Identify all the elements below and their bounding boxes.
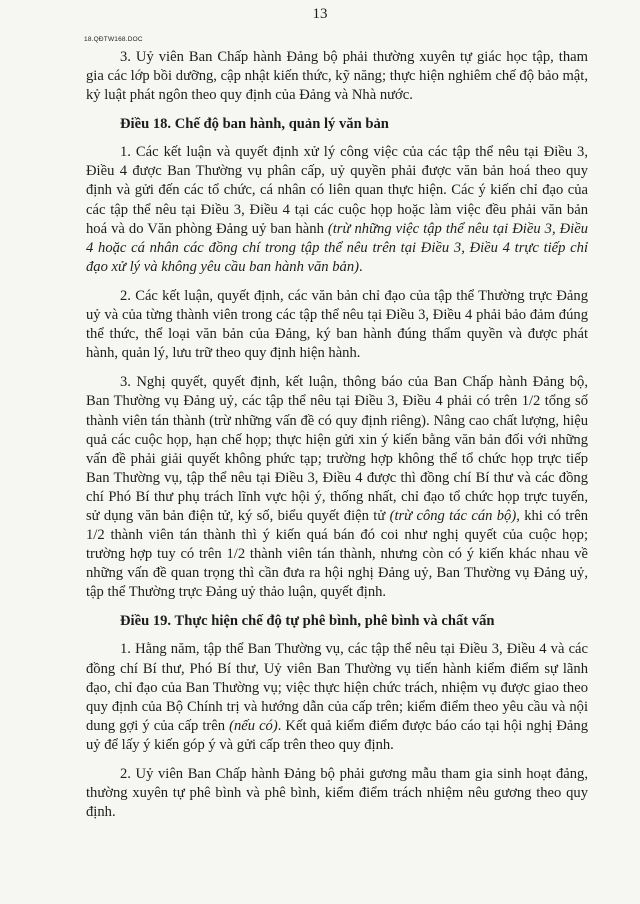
article-18-clause-1 [86, 143, 588, 277]
italic-span: (nếu có) [229, 717, 278, 734]
page-number: 13 [312, 6, 328, 22]
italic-span: (trừ những việc tập thể nêu tại Điều 3, Điều 4 hoặc cá nhân các đồng chí trong tập thể nêu trên tại Điều 3, Điều 4 trực tiếp chỉ đạo xử lý và không yêu cầu ban hành văn bản) [86, 220, 588, 275]
document-body [86, 48, 588, 832]
article-19-clause-1 [86, 640, 588, 755]
article-18-title: Điều 18. Chế độ ban hành, quản lý văn bản [120, 116, 389, 133]
text-span: . Kết quả kiểm điểm được báo cáo tại hội nghị Đảng uỷ để lấy ý kiến góp ý và gửi cấp trên theo quy định. [86, 717, 588, 753]
text-span: , khi có trên 1/2 thành viên tán thành thì ý kiến quá bán đó coi như nghị quyết của cuộc họp; trường hợp tuy có trên 1/2 thành viên tán thành, nhưng còn có ý kiến khác nhau về những vấn đề quan trọng thì cần đưa ra hội nghị Đảng uỷ, Ban Thường vụ Đảng uỷ, tập thể Thường trực Đảng uỷ thảo luận, quyết định. [86, 507, 588, 601]
article-19-clause-2: 2. Uỷ viên Ban Chấp hành Đảng bộ phải gương mẫu tham gia sinh hoạt đảng, thường xuyên tự phê bình và phê bình, kiểm điểm trách nhiệm nêu gương theo quy định. [86, 766, 588, 821]
text-span: . [359, 258, 363, 275]
paragraph-3-training: 3. Uỷ viên Ban Chấp hành Đảng bộ phải thường xuyên tự giác học tập, tham gia các lớp bồi dưỡng, cập nhật kiến thức, kỹ năng; thực hiện nghiêm chế độ bảo mật, kỷ luật phát ngôn theo quy định của Đảng và Nhà nước. [86, 49, 588, 104]
article-18-clause-3 [86, 373, 588, 602]
text-span: 1. Hằng năm, tập thể Ban Thường vụ, các tập thể nêu tại Điều 3, Điều 4 và các đồng chí Bí thư, Phó Bí thư, Uỷ viên Ban Thường vụ tiến hành kiểm điểm sự lãnh đạo, chỉ đạo của Ban Thường vụ; việc thực hiện chức trách, nhiệm vụ được giao theo quy định của Bộ Chính trị và hướng dẫn của cấp trên; kiểm điểm theo yêu cầu và nội dung gợi ý của cấp trên [86, 641, 588, 734]
file-reference: 18.QĐTW168.DOC [84, 36, 143, 43]
article-19-title: Điều 19. Thực hiện chế độ tự phê bình, phê bình và chất vấn [120, 613, 495, 630]
text-span: 1. Các kết luận và quyết định xử lý công việc của các tập thể nêu tại Điều 3, Điều 4 được Ban Thường vụ phân cấp, uỷ quyền phải được văn bản hoá theo quy định và gửi đến các tổ chức, cá nhân có liên quan thực hiện. Các ý kiến chỉ đạo của các tập thể nêu tại Điều 3, Điều 4 tại các cuộc họp hoặc làm việc đều phải văn bản hoá và do Văn phòng Đảng uỷ ban hành [86, 144, 588, 237]
italic-span: (trừ công tác cán bộ) [389, 507, 517, 524]
text-span: 3. Nghị quyết, quyết định, kết luận, thông báo của Ban Chấp hành Đảng bộ, Ban Thường vụ Đảng uỷ, các tập thể nêu tại Điều 3, Điều 4 phải có trên 1/2 tổng số thành viên tán thành (trừ những vấn đề có quy định riêng). Nâng cao chất lượng, hiệu quả các cuộc họp, hạn chế họp; thực hiện gửi xin ý kiến bằng văn bản đối với những vấn đề phải giải quyết không phức tạp; trường hợp không thể tổ chức họp trực tiếp Ban Thường vụ, tập thể nêu tại Điều 3, Điều 4 được thì đồng chí Bí thư và các đồng chí Phó Bí thư phụ trách lĩnh vực hội ý, thống nhất, chỉ đạo tổ chức họp trực tuyến, sử dụng văn bản điện tử, ký số, biểu quyết điện tử [86, 374, 588, 524]
article-18-clause-2: 2. Các kết luận, quyết định, các văn bản chỉ đạo của tập thể Thường trực Đảng uỷ và của từng thành viên trong các tập thể nêu tại Điều 3, Điều 4 phải bảo đảm đúng thể thức, thể loại văn bản của Đảng, ký ban hành đúng thẩm quyền và được phát hành, quản lý, lưu trữ theo quy định hiện hành. [86, 287, 588, 362]
